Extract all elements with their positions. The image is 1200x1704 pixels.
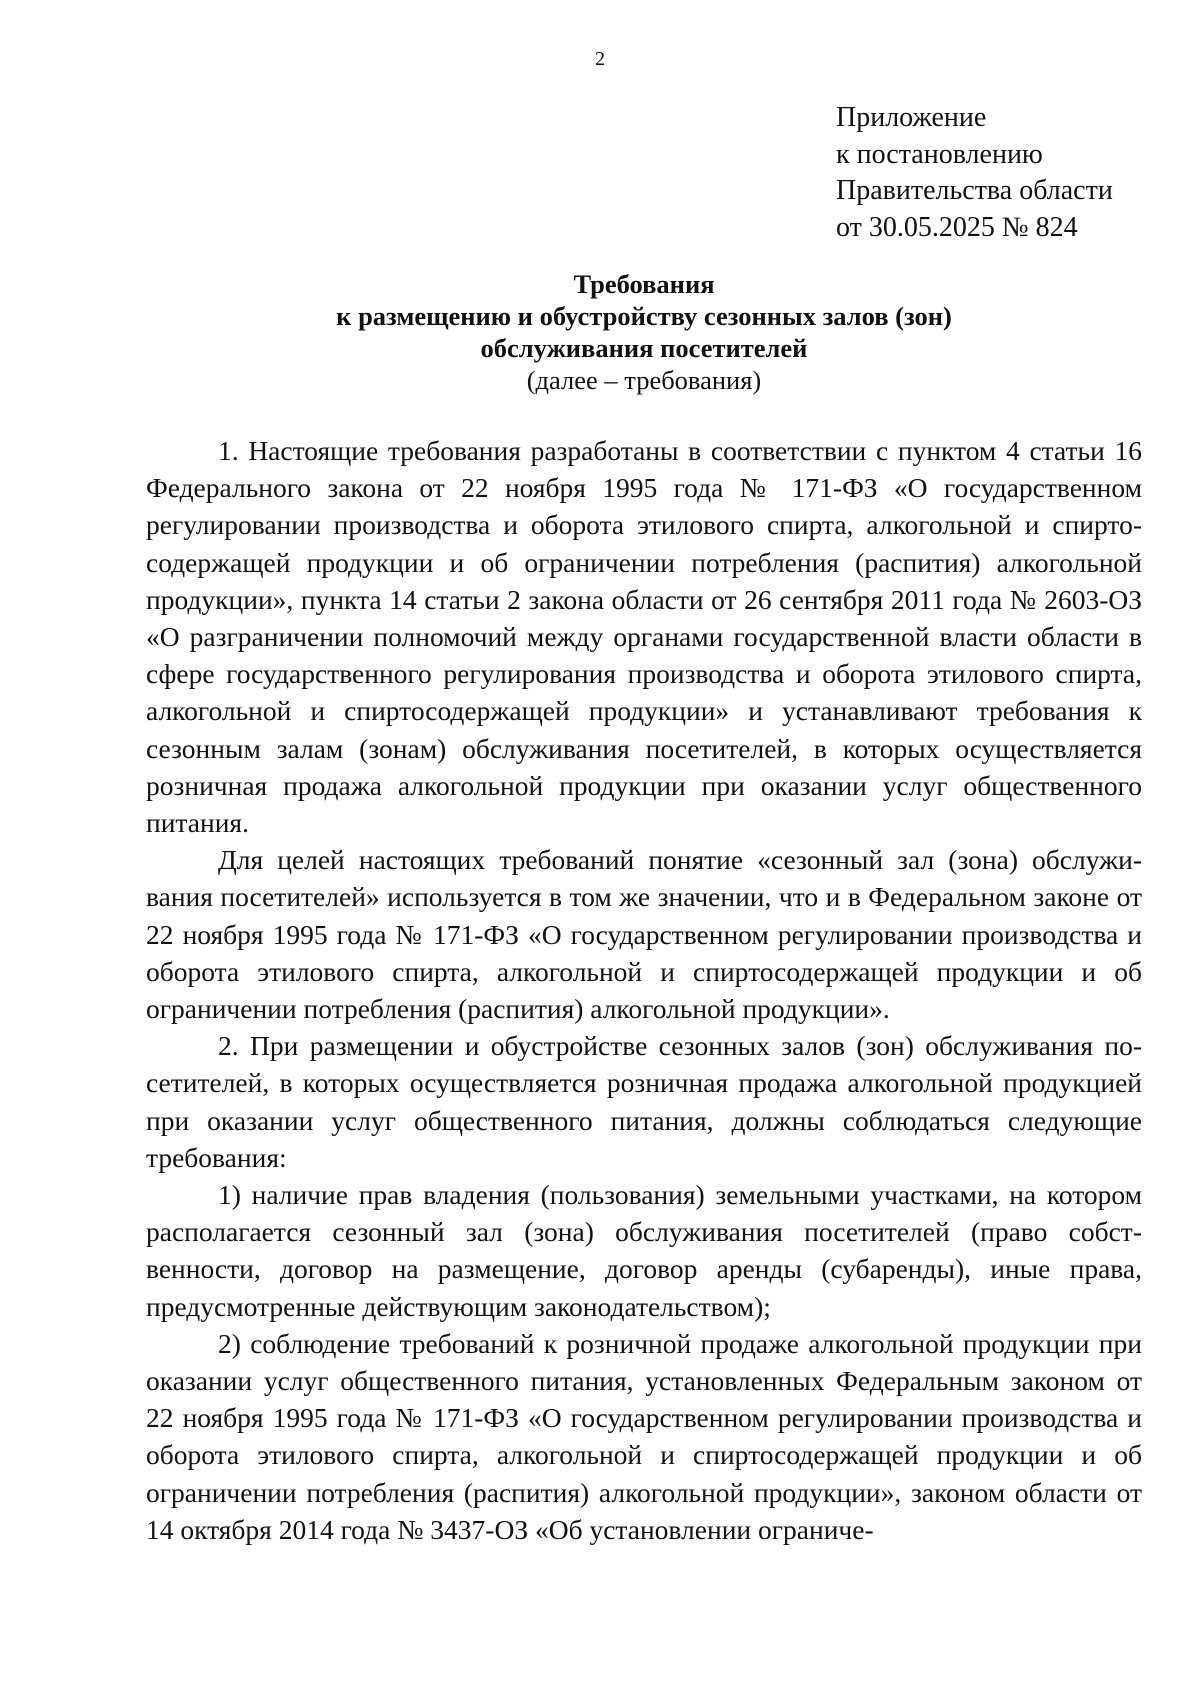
appendix-line: от 30.05.2025 № 824: [836, 211, 1078, 243]
list-item: 2) соблюдение требований к розничной продаже алкогольной продукции при оказании услуг общественного питания, установленных Федеральным законом от 22 ноября 1995 года № 171-ФЗ «О государственном регулировании производства и оборота этилового спирта, алкогольной и спиртосодержащей продукции и об ограничении потребления (распития) алкогольной продукции», законом области от 14 октября 2014 года № 3437-ОЗ «Об установлении ограниче-: [146, 1327, 1142, 1545]
title-subtitle: (далее – требования): [526, 365, 762, 395]
paragraph: 2. При размещении и обустройстве сезонных залов (зон) обслуживания посетителей, в которых осуществляется розничная продажа алкогольной продукцией при оказании услуг общественного питания, должны соблюдаться следующие требования:: [146, 1030, 1142, 1173]
body-text: [146, 432, 1142, 1548]
title-line: к размещению и обустройству сезонных залов (зон): [336, 301, 952, 331]
title-line: обслуживания посетителей: [480, 333, 808, 363]
page-number: 2: [595, 48, 605, 70]
document-title: [146, 268, 1142, 396]
title-line: Требования: [573, 269, 715, 299]
paragraph: 1. Настоящие требования разработаны в соответствии с пунктом 4 статьи 16 Федерального закона от 22 ноября 1995 года № 171-ФЗ «О государственном регулировании производства и оборота этилового спирта, алкогольной и спиртосодержащей продукции и об ограничении потребления (распития) алкогольной продукции», пункта 14 статьи 2 закона области от 26 сентября 2011 года № 2603-ОЗ «О разграничении полномочий между органами государственной власти области в сфере государственного регулирования производства и оборота этилового спирта, алкогольной и спиртосодержащей продукции» и устанавливают требования к сезонным залам (зонам) обслуживания посетителей, в которых осуществляется розничная продажа алкогольной продукции при оказании услуг общественного питания.: [146, 435, 1142, 839]
list-item: 1) наличие прав владения (пользования) земельными участками, на котором располагается сезонный зал (зона) обслуживания посетителей (право собственности, договор на размещение, договор аренды (субаренды), иные права, предусмотренные действующим законодательством);: [146, 1179, 1142, 1322]
appendix-line: к постановлению: [836, 138, 1043, 170]
appendix-line: Приложение: [836, 102, 987, 133]
appendix-block: [836, 100, 1113, 246]
appendix-line: Правительства области: [836, 175, 1113, 206]
paragraph: Для целей настоящих требований понятие «сезонный зал (зона) обслуживания посетителей» используется в том же значении, что и в Федеральном законе от 22 ноября 1995 года № 171-ФЗ «О государственном регулировании производства и оборота этилового спирта, алкогольной и спиртосодержащей продукции и об ограничении потребления (распития) алкогольной продукции».: [146, 844, 1142, 1025]
